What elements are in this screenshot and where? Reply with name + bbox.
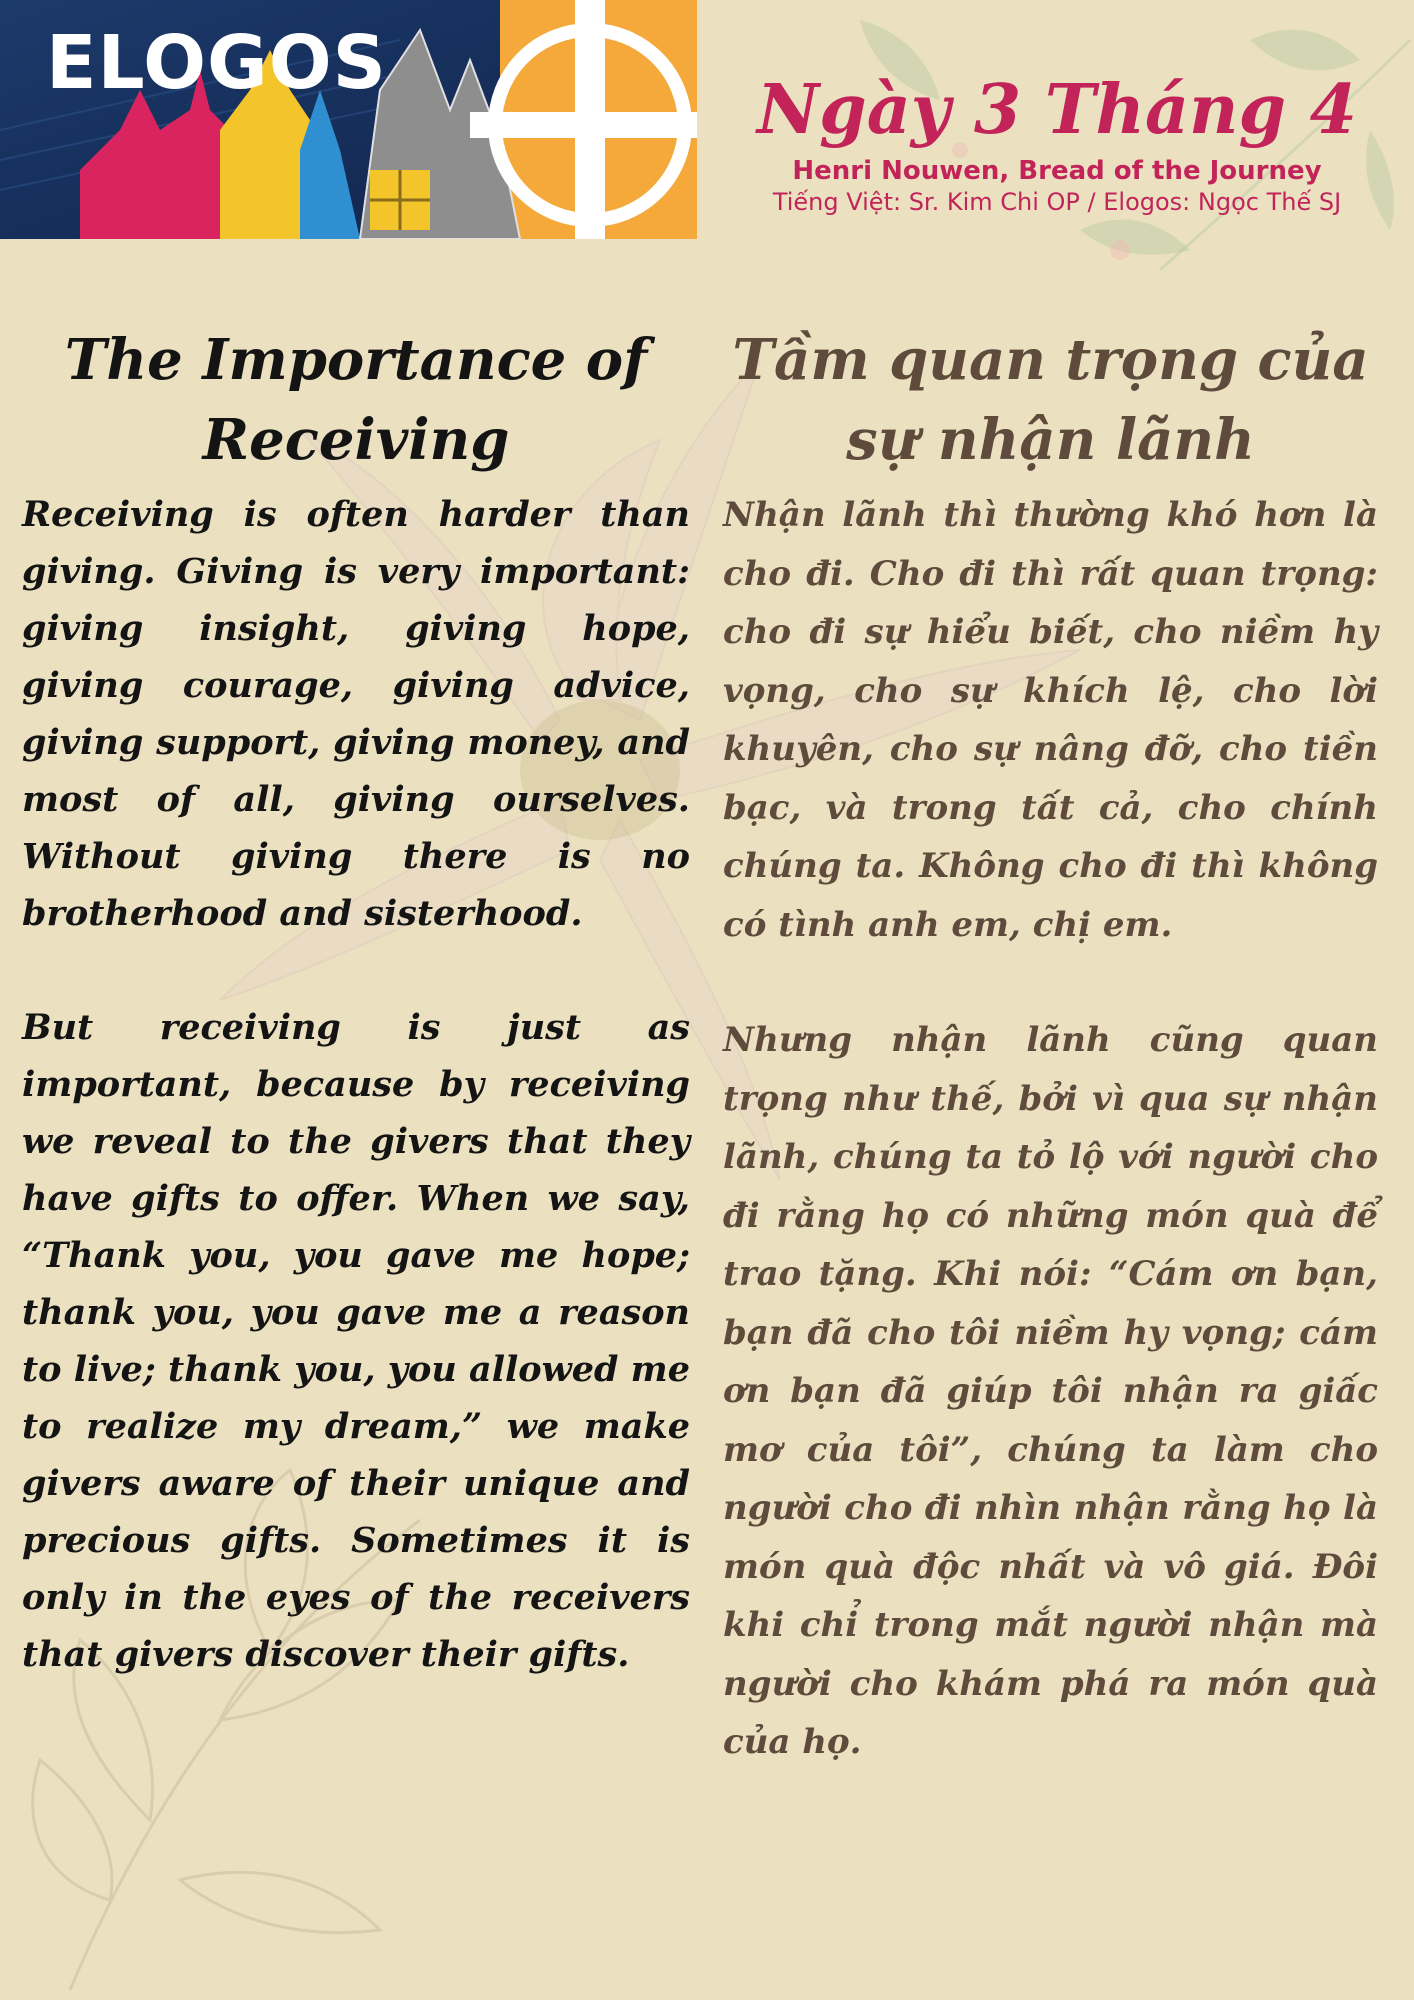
paragraph-spacer: [22, 942, 690, 999]
vietnamese-paragraph-2: Nhưng nhận lãnh cũng quan trọng như thế, bởi vì qua sự nhận lãnh, chúng ta tỏ lộ với người cho đi rằng họ có những món quà để trao tặng. Khi nói: “Cám ơn bạn, bạn đã cho tôi niềm hy vọng; cám ơn bạn đã giúp tôi nhận ra giấc mơ của tôi”, chúng ta làm cho người cho đi nhìn nhận rằng họ là món quà độc nhất và vô giá. Đôi khi chỉ trong mắt người nhận mà người cho khám phá ra món quà của họ.: [723, 1020, 1378, 1762]
date-title: Ngày 3 Tháng 4: [756, 70, 1357, 150]
vietnamese-paragraph-1: Nhận lãnh thì thường khó hơn là cho đi. Cho đi thì rất quan trọng: cho đi sự hiểu biết, cho niềm hy vọng, cho sự khích lệ, cho lời khuyên, cho sự nâng đỡ, cho tiền bạc, và trong tất cả, cho chính chúng ta. Không cho đi thì không có tình anh em, chị em.: [723, 495, 1378, 945]
translator-credit: Tiếng Việt: Sr. Kim Chi OP / Elogos: Ngọc Thế SJ: [772, 187, 1342, 216]
source-credit: Henri Nouwen, Bread of the Journey: [792, 155, 1322, 186]
elogos-logo-text: ELOGOS: [46, 20, 387, 106]
vietnamese-column: [723, 320, 1378, 1772]
english-paragraph-1: Receiving is often harder than giving. Giving is very important: giving insight, giving hope, giving courage, giving advice, giving support, giving money, and most of all, giving ourselves. Without giving there is no brotherhood and sisterhood.: [22, 494, 690, 934]
paragraph-spacer: [723, 954, 1378, 1011]
english-title: The Importance of Receiving: [64, 327, 648, 473]
english-paragraph-2: But receiving is just as important, because by receiving we reveal to the givers that they have gifts to offer. When we say, “Thank you, you gave me hope; thank you, you gave me a reason to live; thank you, you allowed me to realize my dream,” we make givers aware of their unique and precious gifts. Sometimes it is only in the eyes of the receivers that givers discover their gifts.: [22, 1007, 690, 1675]
page-header: [700, 70, 1414, 216]
english-column: [22, 320, 690, 1683]
vietnamese-title: Tầm quan trọng của sự nhận lãnh: [732, 327, 1369, 473]
elogos-banner: [0, 0, 697, 239]
